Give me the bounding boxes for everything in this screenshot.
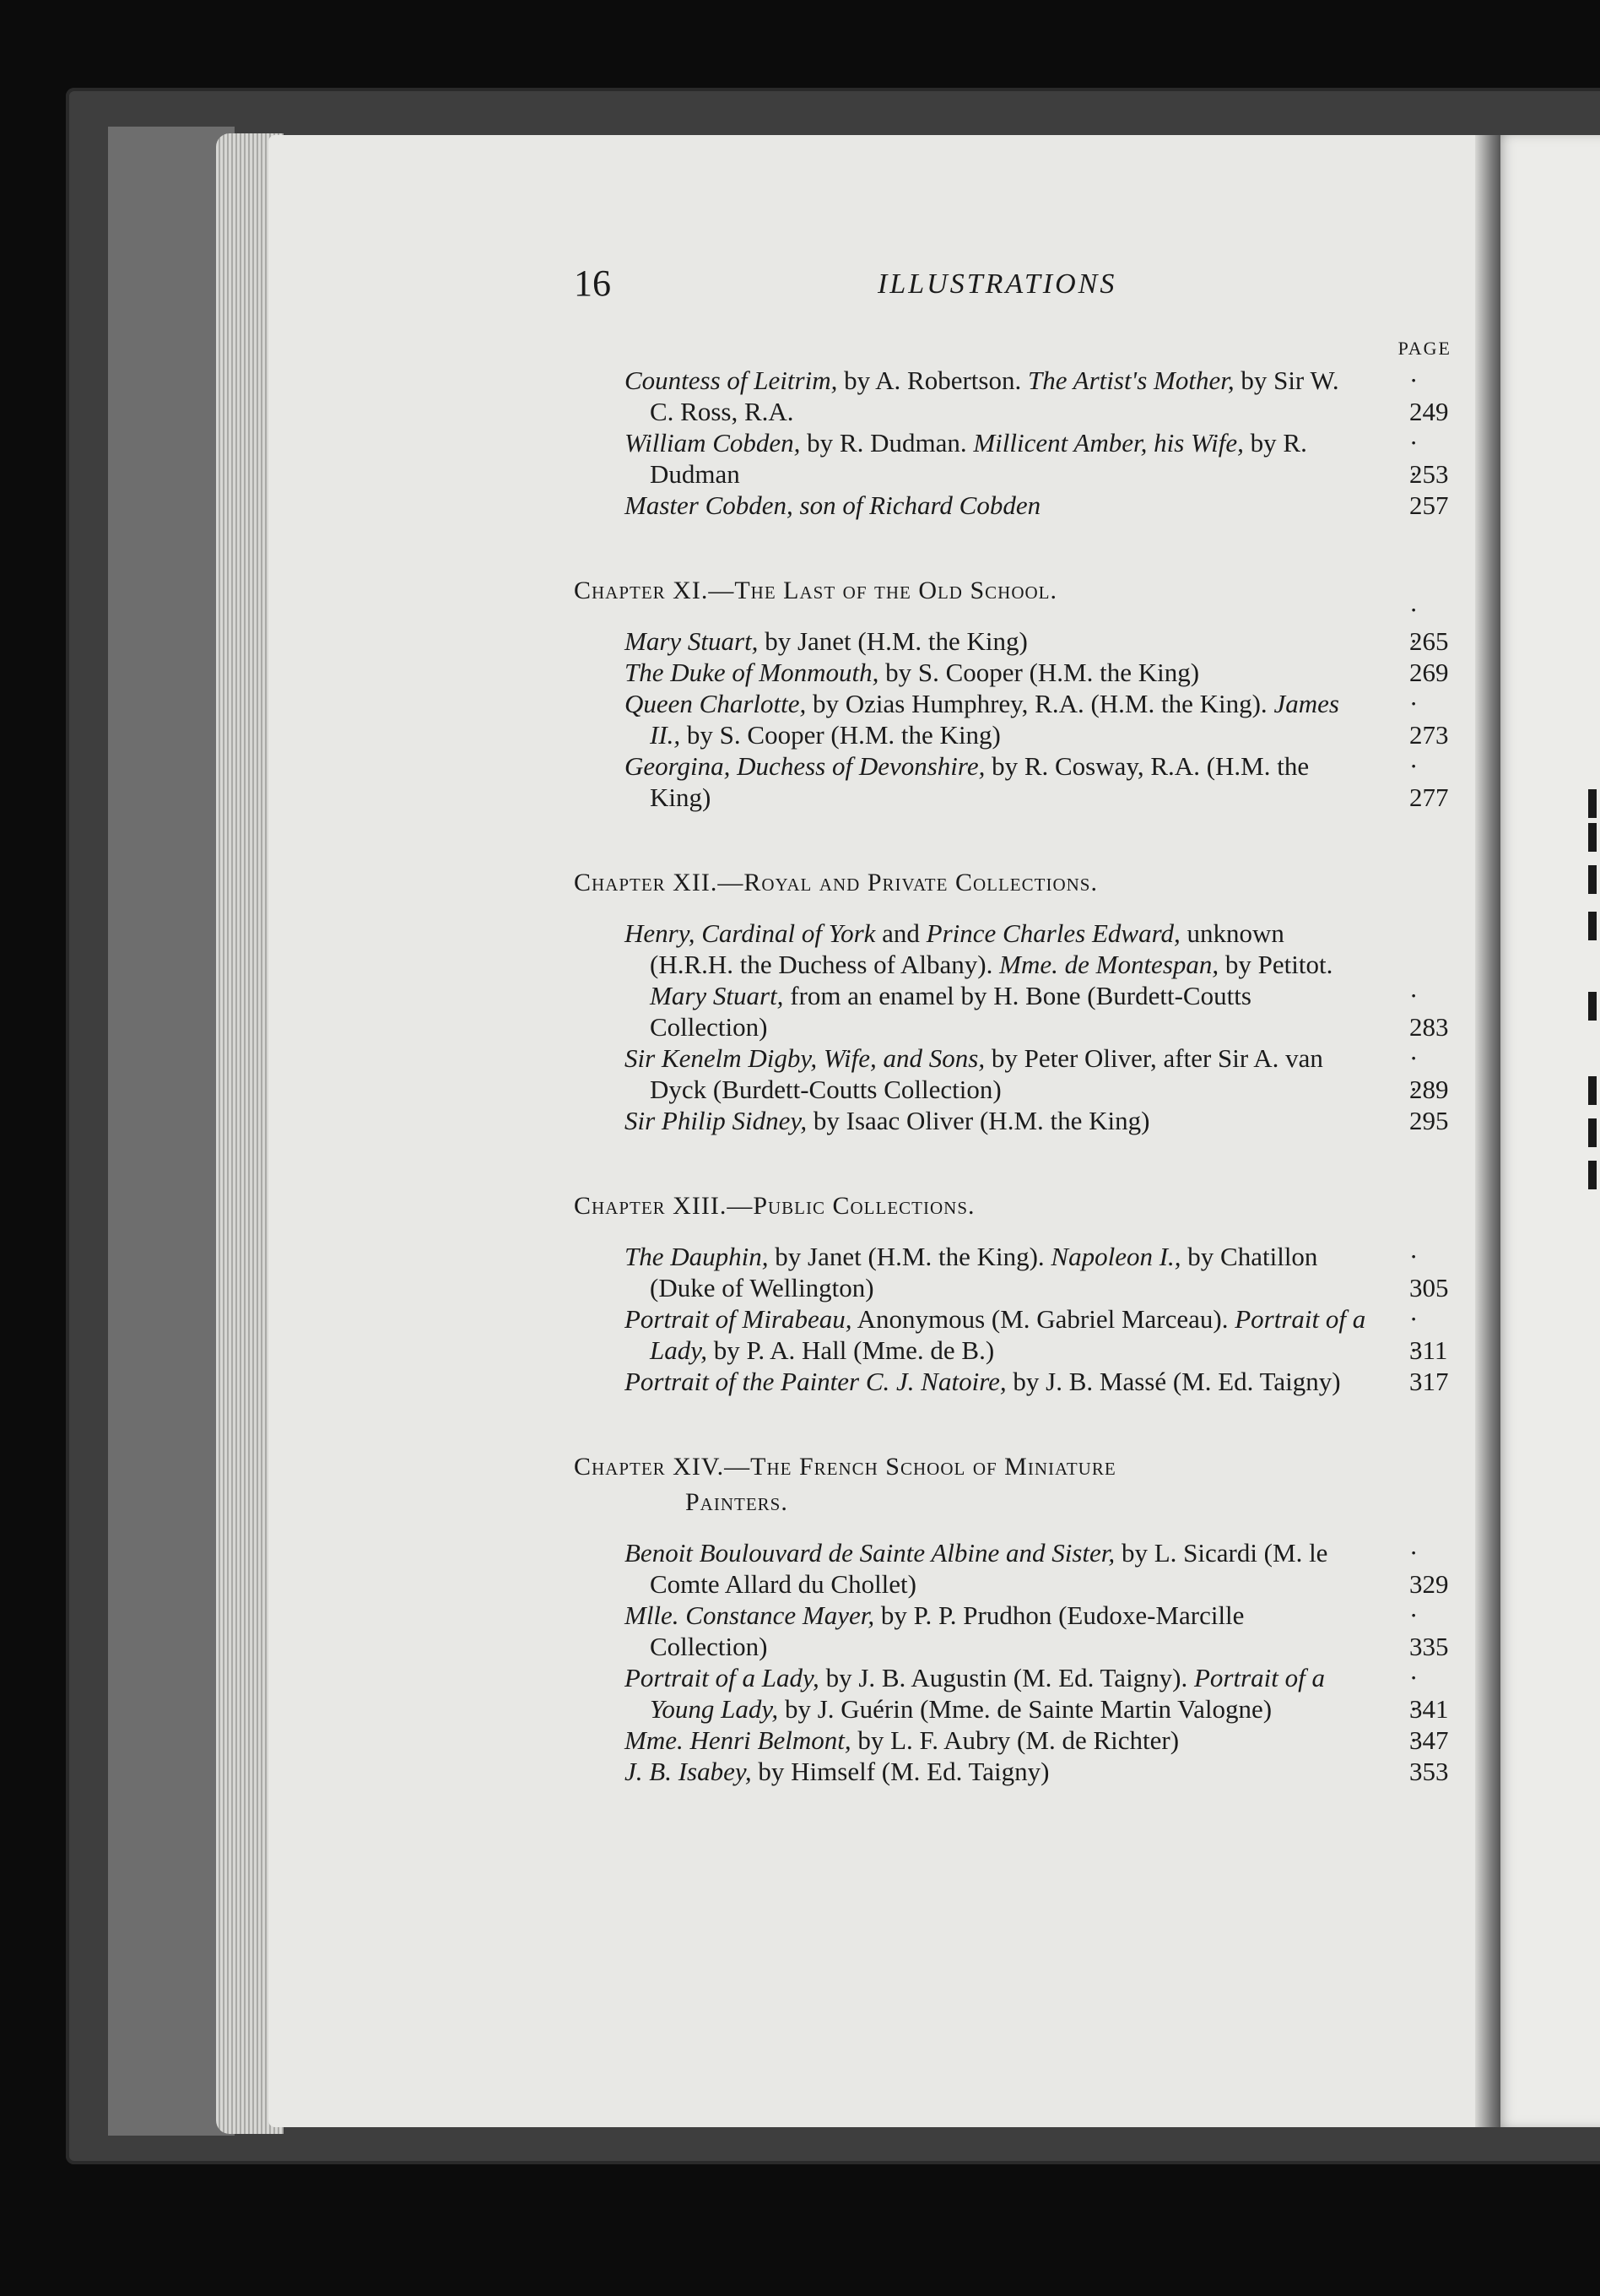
illustration-entry: [624, 688, 1460, 750]
entry-page-number: · 317: [1409, 1335, 1460, 1397]
facing-page-mark: [1588, 865, 1597, 894]
book-gutter: [1475, 135, 1500, 2127]
chapter-heading: [574, 1189, 1460, 1224]
illustration-entry: [624, 490, 1460, 521]
entry-text: by J. B. Augustin (M. Ed. Taigny).: [819, 1663, 1194, 1692]
entry-page-number: · 249: [1409, 365, 1460, 427]
illustration-entry: [624, 1303, 1460, 1366]
running-head: [574, 253, 1460, 338]
entry-text: by R. Dudman: [650, 428, 1307, 489]
artwork-title: The Dauphin,: [624, 1242, 769, 1271]
artwork-title: James II.,: [650, 689, 1339, 750]
illustration-entry: [624, 1241, 1460, 1303]
page-number: 16: [574, 263, 611, 304]
artwork-title: William Cobden,: [624, 428, 801, 458]
entry-page-number: · 347: [1409, 1693, 1460, 1756]
facing-page-mark: [1588, 912, 1597, 940]
artwork-title: Portrait of a Young Lady,: [650, 1663, 1326, 1724]
chapter-heading: [574, 865, 1460, 901]
entry-text: by S. Cooper (H.M. the King): [680, 720, 1001, 750]
facing-page-mark: [1588, 789, 1597, 818]
chapter-title: Chapter XIII.—Public Collections.: [574, 1192, 976, 1220]
entry-list: [624, 365, 1460, 521]
chapter-heading: [574, 1449, 1460, 1520]
facing-page: [1494, 135, 1600, 2127]
facing-page-mark: [1588, 823, 1597, 852]
artwork-title: Portrait of Mirabeau,: [624, 1304, 852, 1334]
facing-page-mark: [1588, 992, 1597, 1021]
entry-list: [624, 625, 1460, 813]
entry-page-number: · 277: [1409, 750, 1460, 813]
entry-list: [624, 918, 1460, 1136]
entry-text: by Chatillon (Duke of Wellington): [650, 1242, 1318, 1302]
entry-page-number: · 257: [1409, 458, 1460, 521]
illustration-entry: [624, 1366, 1460, 1397]
artwork-title: Georgina, Duchess of Devonshire,: [624, 751, 986, 781]
entry-text: from an enamel by H. Bone (Burdett-Coutts Collection): [650, 981, 1251, 1042]
entry-text: unknown (H.R.H. the Duchess of Albany).: [650, 918, 1284, 979]
artwork-title: Countess of Leitrim,: [624, 366, 838, 395]
artwork-title: Mme. Henri Belmont,: [624, 1725, 851, 1755]
artwork-title: Prince Charles Edward,: [926, 918, 1181, 948]
entry-text: by Petitot.: [1219, 950, 1333, 979]
entry-text: by J. B. Massé (M. Ed. Taigny): [1006, 1367, 1341, 1396]
illustration-entry: [624, 365, 1460, 427]
page-content: [574, 253, 1460, 1787]
entry-text: by Isaac Oliver (H.M. the King): [807, 1106, 1150, 1135]
illustration-entry: [624, 427, 1460, 490]
illustration-entry: [624, 750, 1460, 813]
artwork-title: Napoleon I.,: [1051, 1242, 1181, 1271]
entry-list: [624, 1537, 1460, 1787]
entry-page-number: · 273: [1409, 688, 1460, 750]
artwork-title: Queen Charlotte,: [624, 689, 807, 718]
artwork-title: The Duke of Monmouth,: [624, 658, 879, 687]
facing-page-mark: [1588, 1161, 1597, 1189]
entry-text: by J. Guérin (Mme. de Sainte Martin Valogne): [778, 1694, 1273, 1724]
entry-page-number: · 253: [1409, 427, 1460, 490]
entry-text: by A. Robertson.: [837, 366, 1028, 395]
entry-text: by L. Sicardi (M. le Comte Allard du Chollet): [650, 1538, 1328, 1599]
illustration-entry: [624, 1662, 1460, 1725]
artwork-title: Portrait of a Lady,: [650, 1304, 1366, 1365]
chapter-title: Chapter XIV.—The French School of Miniature: [574, 1453, 1116, 1481]
artwork-title: Mary Stuart,: [650, 981, 784, 1010]
entry-text: by Janet (H.M. the King): [758, 626, 1028, 656]
artwork-title: Sir Kenelm Digby, Wife, and Sons,: [624, 1043, 986, 1073]
entry-text: by Peter Oliver, after Sir A. van Dyck (Burdett-Coutts Collection): [650, 1043, 1323, 1104]
chapter-title: Chapter XI.—The Last of the Old School.: [574, 577, 1057, 604]
entry-page-number: · 289: [1409, 1042, 1460, 1105]
entry-page-number: · 269: [1409, 625, 1460, 688]
entry-text: by Janet (H.M. the King).: [768, 1242, 1051, 1271]
entry-text: by P. A. Hall (Mme. de B.): [707, 1335, 995, 1365]
artwork-title: Mary Stuart,: [624, 626, 759, 656]
running-title: ILLUSTRATIONS: [878, 268, 1117, 300]
entry-list: [624, 1241, 1460, 1397]
chapter-title: Chapter XII.—Royal and Private Collections.: [574, 869, 1098, 896]
entry-text: by Sir W. C. Ross, R.A.: [650, 366, 1339, 426]
chapter-heading: [574, 573, 1460, 609]
illustration-entry: [624, 1537, 1460, 1600]
illustration-entry: [624, 1756, 1460, 1787]
entry-page-number: · 305: [1409, 1241, 1460, 1303]
facing-page-mark: [1588, 1118, 1597, 1147]
entry-page-number: · 295: [1409, 1074, 1460, 1136]
page-column-label: PAGE: [1397, 338, 1451, 359]
entry-text: by Ozias Humphrey, R.A. (H.M. the King).: [806, 689, 1274, 718]
entry-page-number: · 341: [1409, 1662, 1460, 1725]
entry-page-number: · 335: [1409, 1600, 1460, 1662]
illustration-entry: [624, 1600, 1460, 1662]
artwork-title: The Artist's Mother,: [1027, 366, 1235, 395]
entry-page-number: · 353: [1409, 1725, 1460, 1787]
illustration-entry: [624, 1042, 1460, 1105]
entry-text: by R. Dudman.: [800, 428, 974, 458]
entry-page-number: · 311: [1409, 1303, 1460, 1366]
artwork-title: Portrait of the Painter C. J. Natoire,: [624, 1367, 1007, 1396]
artwork-title: Sir Philip Sidney,: [624, 1106, 808, 1135]
entry-page-number: · 329: [1409, 1537, 1460, 1600]
illustration-entry: [624, 918, 1460, 1042]
entry-text: by S. Cooper (H.M. the King): [878, 658, 1200, 687]
illustration-entry: [624, 657, 1460, 688]
entry-text: by R. Cosway, R.A. (H.M. the King): [650, 751, 1310, 812]
entry-text: by P. P. Prudhon (Eudoxe-Marcille Collection): [650, 1600, 1245, 1661]
illustration-entry: [624, 1105, 1460, 1136]
illustration-entry: [624, 1725, 1460, 1756]
illustrations-list: [574, 365, 1460, 1787]
artwork-title: Benoit Boulouvard de Sainte Albine and Sister,: [624, 1538, 1116, 1568]
artwork-title: Millicent Amber, his Wife,: [973, 428, 1244, 458]
artwork-title: Master Cobden, son of Richard Cobden: [624, 490, 1041, 520]
artwork-title: J. B. Isabey,: [624, 1757, 752, 1786]
illustration-entry: [624, 625, 1460, 657]
entry-text: Anonymous (M. Gabriel Marceau).: [851, 1304, 1235, 1334]
artwork-title: Mlle. Constance Mayer,: [624, 1600, 875, 1630]
artwork-title: Portrait of a Lady,: [624, 1663, 819, 1692]
artwork-title: Henry, Cardinal of York: [624, 918, 876, 948]
artwork-title: Mme. de Montespan,: [999, 950, 1219, 979]
entry-text: by Himself (M. Ed. Taigny): [751, 1757, 1050, 1786]
entry-page-number: · 283: [1409, 980, 1460, 1042]
entry-text: and: [875, 918, 927, 948]
entry-text: by L. F. Aubry (M. de Richter): [851, 1725, 1180, 1755]
chapter-title-continued: Painters.: [685, 1488, 788, 1516]
facing-page-mark: [1588, 1076, 1597, 1105]
entry-page-number: · 265: [1409, 594, 1460, 657]
